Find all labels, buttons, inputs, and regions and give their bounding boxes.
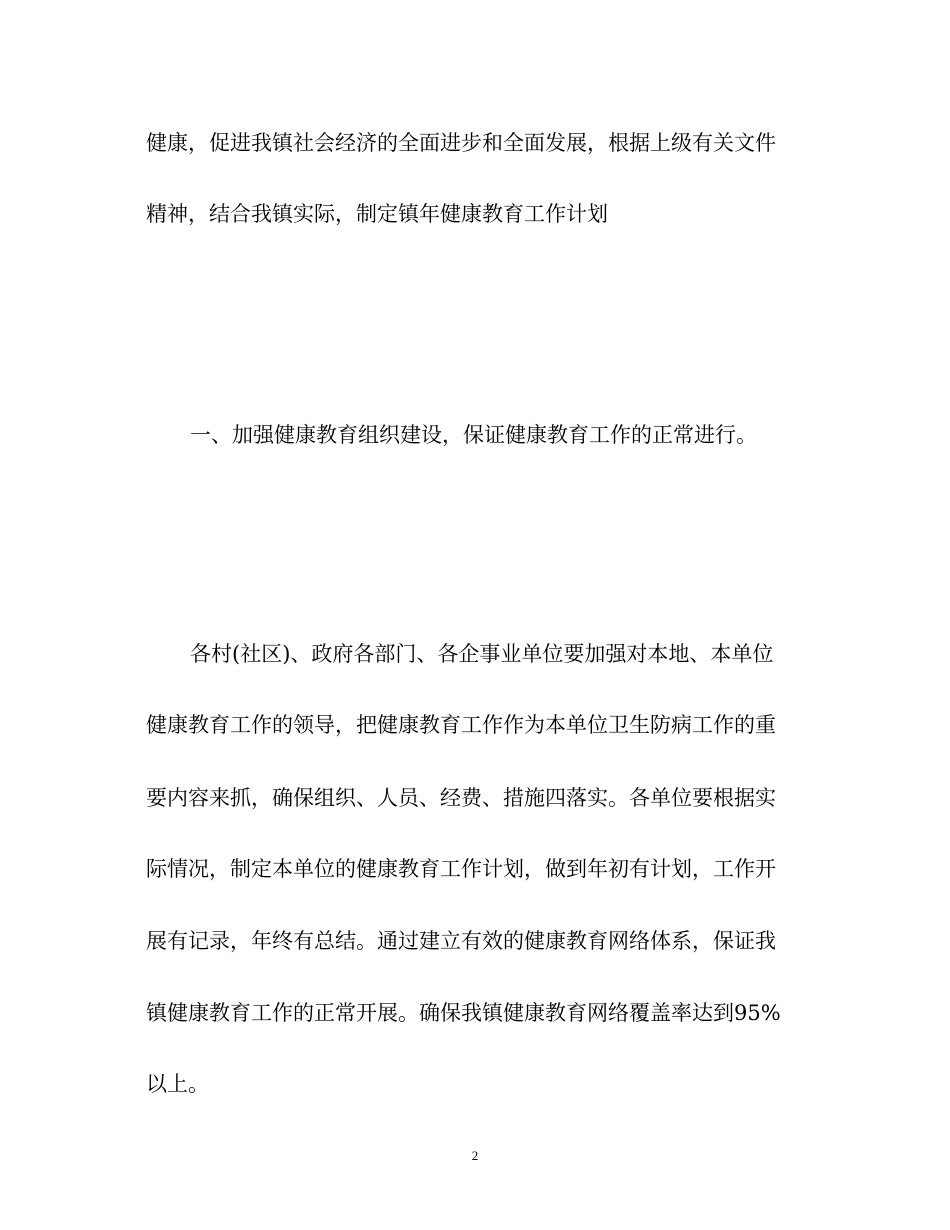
section-heading: 一、加强健康教育组织建设，保证健康教育工作的正常进行。 (190, 423, 757, 447)
page-number: 2 (471, 1148, 479, 1163)
body-line-2: 健康教育工作的领导，把健康教育工作作为本单位卫生防病工作的重 (146, 713, 776, 737)
body-line-3: 要内容来抓，确保组织、人员、经费、措施四落实。各单位要根据实 (146, 786, 776, 810)
body-line-5: 展有记录，年终有总结。通过建立有效的健康教育网络体系，保证我 (146, 929, 776, 953)
intro-line-2: 精神，结合我镇实际，制定镇年健康教育工作计划 (146, 202, 608, 226)
body-line-1: 各村(社区)、政府各部门、各企事业单位要加强对本地、本单位 (190, 642, 774, 666)
body-line-7: 以上。 (146, 1072, 209, 1096)
body-line-6: 镇健康教育工作的正常开展。确保我镇健康教育网络覆盖率达到95% (146, 1001, 781, 1025)
body-line-4: 际情况，制定本单位的健康教育工作计划，做到年初有计划，工作开 (146, 857, 776, 881)
intro-line-1: 健康，促进我镇社会经济的全面进步和全面发展，根据上级有关文件 (146, 131, 776, 155)
